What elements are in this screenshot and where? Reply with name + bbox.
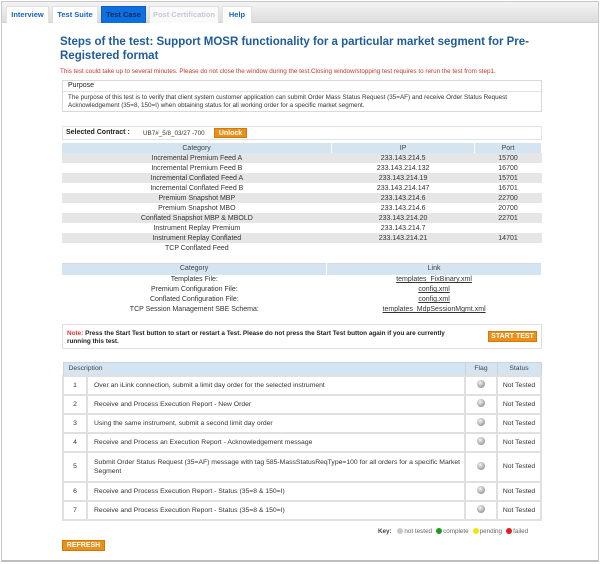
file-category: Premium Configuration File: xyxy=(150,286,238,293)
file-link-cell xyxy=(327,295,542,305)
flag-not-tested-icon xyxy=(477,437,485,445)
file-row xyxy=(62,305,542,315)
file-link-cell xyxy=(327,275,542,285)
note-panel xyxy=(62,324,542,349)
files-header-category: Category xyxy=(62,264,327,275)
step-number: 4 xyxy=(63,433,87,452)
steps-header-row xyxy=(63,363,541,376)
feed-row xyxy=(62,173,542,183)
step-status: Not Tested xyxy=(497,395,541,414)
file-link-cell xyxy=(327,305,542,315)
feed-row xyxy=(62,153,542,163)
files-header-row xyxy=(62,264,542,275)
feed-port xyxy=(475,243,542,253)
feeds-table xyxy=(62,143,542,253)
feed-ip: 233.143.214.19 xyxy=(332,173,475,183)
files-header-link: Link xyxy=(327,264,542,275)
feed-port: 16701 xyxy=(475,183,542,193)
feed-category: Incremental Premium Feed A xyxy=(62,153,332,163)
step-number: 2 xyxy=(63,395,87,414)
feed-port: 14701 xyxy=(475,233,542,243)
step-flag xyxy=(465,501,497,520)
step-status: Not Tested xyxy=(497,452,541,482)
key-item-label: pending xyxy=(479,528,503,535)
feed-ip: 233.143.214.20 xyxy=(332,213,475,223)
feed-category: Instrument Replay Conflated xyxy=(62,233,332,243)
tab-post-certification: Post Certification xyxy=(149,6,219,23)
purpose-heading: Purpose xyxy=(63,81,541,92)
key-item-label: failed xyxy=(513,528,529,535)
feed-port: 22700 xyxy=(475,193,542,203)
selected-contract-bar xyxy=(62,126,542,140)
feed-category: Instrument Replay Premium xyxy=(62,223,332,233)
feed-row xyxy=(62,193,542,203)
file-link-cell xyxy=(327,285,542,295)
feeds-header-row xyxy=(62,143,542,153)
file-category: Conflated Configuration File: xyxy=(149,296,239,303)
warning-message: This test could take up to several minutes. Please do not close the window during the test.Closing window/stopping test requires to rerun the test from step1. xyxy=(60,68,496,75)
step-flag xyxy=(465,482,497,501)
key-complete-dot-icon xyxy=(436,528,442,534)
step-row xyxy=(63,376,541,395)
feed-port: 20700 xyxy=(475,203,542,213)
step-description: Receive and Process Execution Report - Status (35=8 & 150=I) xyxy=(87,482,465,501)
tab-test-case[interactable]: Test Case xyxy=(101,6,146,23)
key-failed-dot-icon xyxy=(506,528,512,534)
purpose-panel xyxy=(62,80,542,112)
step-flag xyxy=(465,452,497,482)
purpose-body: The purpose of this test is to verify that client system customer application can submit Order Mass Status Request (35=AF) and receive Order Status Request Acknowledgement (35=8, 150=I) when obtaining status for all working order for a specific market segment. xyxy=(68,94,508,109)
key-not-tested-dot-icon xyxy=(397,528,403,534)
feed-port: 15701 xyxy=(475,173,542,183)
step-number: 6 xyxy=(63,482,87,501)
feed-category: Premium Snapshot MBO xyxy=(62,203,332,213)
feed-category: Incremental Premium Feed B xyxy=(62,163,332,173)
step-description: Receive and Process Execution Report - Status (35=8 & 150=I) xyxy=(87,501,465,520)
file-row xyxy=(62,295,542,305)
feed-category: Conflated Snapshot MBP & MBOLD xyxy=(62,213,332,223)
step-row xyxy=(63,501,541,520)
steps-table xyxy=(62,362,542,521)
feed-port: 15700 xyxy=(475,153,542,163)
step-number: 3 xyxy=(63,414,87,433)
files-table xyxy=(62,263,542,315)
feed-port: 16700 xyxy=(475,163,542,173)
tab-test-suite[interactable]: Test Suite xyxy=(52,6,98,23)
key-label: Key: xyxy=(378,528,392,535)
feeds-header-ip: IP xyxy=(332,143,475,153)
step-status: Not Tested xyxy=(497,433,541,452)
feeds-header-port: Port xyxy=(475,143,542,153)
flag-not-tested-icon xyxy=(477,505,485,513)
key-item-label: complete xyxy=(443,528,469,535)
selected-contract-label: Selected Contract : xyxy=(66,129,130,136)
file-link[interactable]: templates_MdpSessionMgmt.xml xyxy=(382,306,486,313)
start-test-button[interactable]: START TEST xyxy=(488,331,537,342)
step-row xyxy=(63,395,541,414)
tab-interview[interactable]: Interview xyxy=(6,6,49,23)
step-status: Not Tested xyxy=(497,376,541,395)
app-frame xyxy=(1,1,599,562)
step-description: Submit Order Status Request (35=AF) message with tag 585-MassStatusReqType=100 for all orders for a specific Market Segment xyxy=(87,452,465,482)
step-row xyxy=(63,452,541,482)
feed-ip: 233.143.214.6 xyxy=(332,193,475,203)
selected-contract-value: UB7#_5/8_03/27 -700 xyxy=(143,130,205,137)
file-category: TCP Session Management SBE Schema: xyxy=(129,306,259,313)
key-pending-dot-icon xyxy=(473,528,479,534)
step-row xyxy=(63,433,541,452)
feed-ip: 233.143.214.132 xyxy=(332,163,475,173)
tab-bar xyxy=(2,2,598,23)
tab-help[interactable]: Help xyxy=(222,6,252,23)
feed-row xyxy=(62,243,542,253)
step-status: Not Tested xyxy=(497,501,541,520)
feed-category: Incremental Conflated Feed A xyxy=(62,173,332,183)
feeds-header-category: Category xyxy=(62,143,332,153)
file-row xyxy=(62,275,542,285)
step-description: Receive and Process an Execution Report - Acknowledgement message xyxy=(87,433,465,452)
feed-row xyxy=(62,213,542,223)
step-description: Receive and Process Execution Report - New Order xyxy=(87,395,465,414)
page-title: Steps of the test: Support MOSR functionality for a particular market segment for Pre-Registered format xyxy=(60,36,530,62)
step-status: Not Tested xyxy=(497,414,541,433)
file-link[interactable]: config.xml xyxy=(418,296,450,303)
feed-row xyxy=(62,203,542,213)
flag-not-tested-icon xyxy=(477,399,485,407)
flag-not-tested-icon xyxy=(477,380,485,388)
step-row xyxy=(63,482,541,501)
step-flag xyxy=(465,395,497,414)
step-flag xyxy=(465,433,497,452)
key-item-label: not tested xyxy=(404,528,433,535)
feed-ip: 233.143.214.147 xyxy=(332,183,475,193)
refresh-button[interactable]: REFRESH xyxy=(62,540,105,551)
file-category: Templates File: xyxy=(170,276,218,283)
step-flag xyxy=(465,414,497,433)
feed-category: Premium Snapshot MBP xyxy=(62,193,332,203)
feed-ip: 233.143.214.6 xyxy=(332,203,475,213)
step-number: 5 xyxy=(63,452,87,482)
feed-row xyxy=(62,183,542,193)
feed-row xyxy=(62,163,542,173)
flag-not-tested-icon xyxy=(477,418,485,426)
unlock-button[interactable]: Unlock xyxy=(214,128,247,138)
step-status: Not Tested xyxy=(497,482,541,501)
feed-category: TCP Conflated Feed xyxy=(62,243,332,253)
feed-ip: 233.143.214.5 xyxy=(332,153,475,163)
file-link[interactable]: config.xml xyxy=(418,286,450,293)
flag-key-legend xyxy=(378,528,528,535)
steps-header-description: Description xyxy=(63,363,465,376)
flag-not-tested-icon xyxy=(477,486,485,494)
file-row xyxy=(62,285,542,295)
step-row xyxy=(63,414,541,433)
note-text xyxy=(67,330,447,346)
note-message: Press the Start Test button to start or restart a Test. Please do not press the Start Test button again if you are currently running this test. xyxy=(67,330,445,345)
feed-port: 22701 xyxy=(475,213,542,223)
feed-row xyxy=(62,223,542,233)
note-label: Note: xyxy=(67,330,84,337)
feed-row xyxy=(62,233,542,243)
step-number: 1 xyxy=(63,376,87,395)
file-link[interactable]: templates_FixBinary.xml xyxy=(396,276,472,283)
feed-port xyxy=(475,223,542,233)
step-flag xyxy=(465,376,497,395)
steps-header-status: Status xyxy=(497,363,541,376)
feed-ip: 233.143.214.7 xyxy=(332,223,475,233)
feed-ip xyxy=(332,243,475,253)
step-description: Over an iLink connection, submit a limit day order for the selected instrument xyxy=(87,376,465,395)
feed-ip: 233.143.214.21 xyxy=(332,233,475,243)
step-description: Using the same instrument, submit a second limit day order xyxy=(87,414,465,433)
steps-header-flag: Flag xyxy=(465,363,497,376)
flag-not-tested-icon xyxy=(477,462,485,470)
step-number: 7 xyxy=(63,501,87,520)
feed-category: Incremental Conflated Feed B xyxy=(62,183,332,193)
